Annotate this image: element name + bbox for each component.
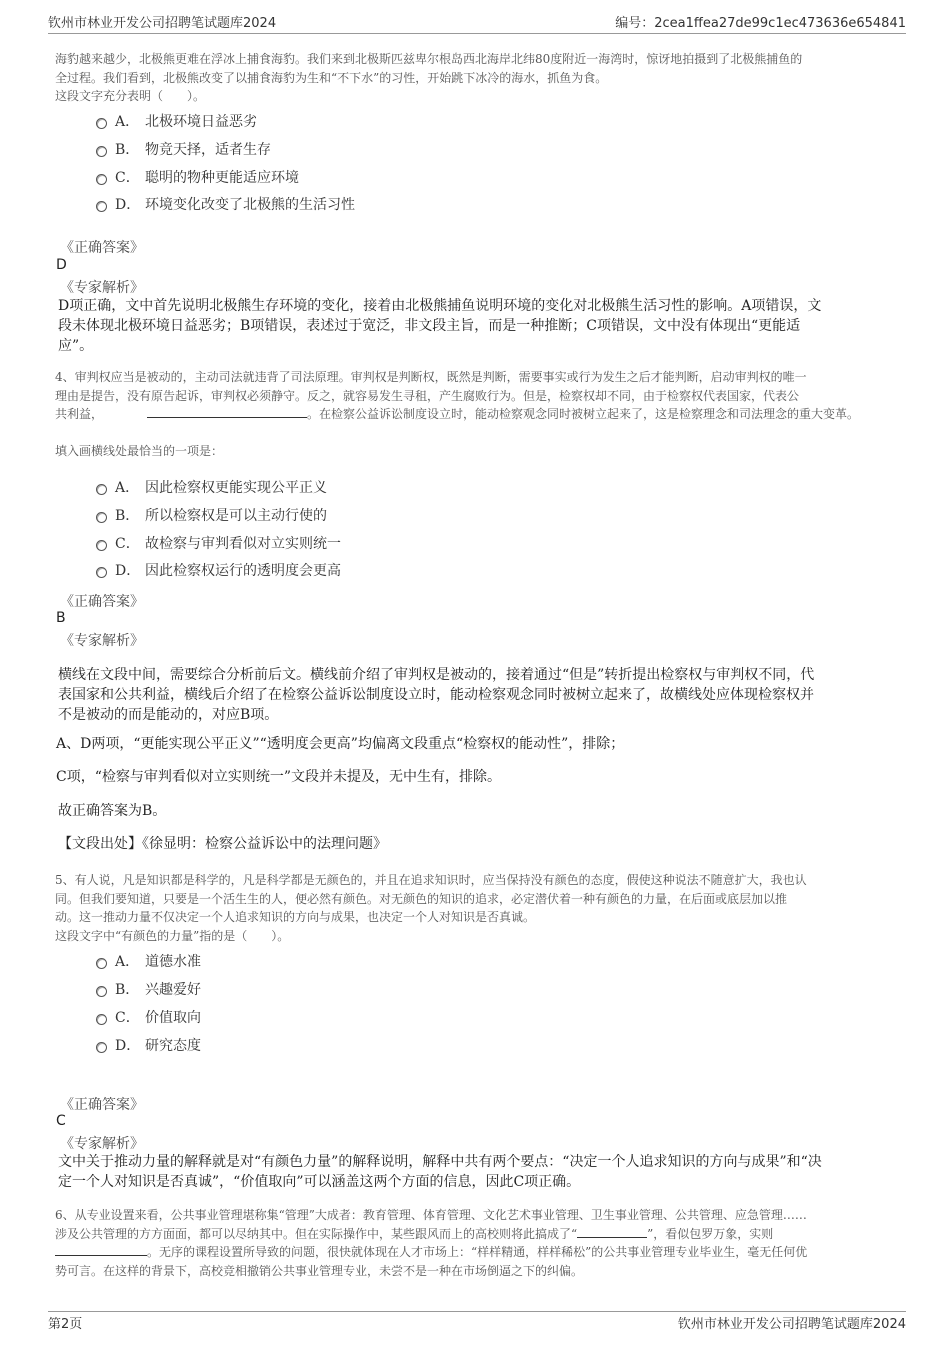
- header-serial: 编号：2cea1ffea27de99c1ec473636e654841: [615, 16, 906, 31]
- q4-option-d[interactable]: [96, 559, 341, 581]
- q4-source: 【文段出处】《徐显明：检察公益诉讼中的法理问题》: [58, 836, 387, 852]
- q4-fill-blank: [147, 417, 307, 418]
- q5-passage-line: 动。这一推动力量不仅决定一个人追求知识的方向与成果，也决定一个人对知识是否真诚。: [55, 910, 536, 924]
- option-letter: C．: [115, 536, 140, 552]
- option-letter: A．: [115, 954, 140, 970]
- q4-passage-text: 共利益，: [55, 407, 104, 421]
- option-letter: B．: [115, 142, 140, 158]
- q4-stem: 填入画横线处最恰当的一项是：: [55, 444, 224, 458]
- analysis-line: 应”。: [58, 338, 94, 354]
- q3-passage: [55, 50, 895, 106]
- q5-analysis-label: 《专家解析》: [60, 1136, 144, 1152]
- q4-answer: B: [56, 610, 66, 626]
- option-letter: B．: [115, 508, 140, 524]
- q4-passage: [55, 368, 895, 424]
- q5-passage-line: 同。但我们要知道，只要是一个活生生的人，便必然有颜色。对无颜色的知识的追求，必定潜伏着一种有颜色的力量，在后面或底层加以推: [55, 891, 788, 906]
- q5-option-b[interactable]: [96, 978, 201, 1000]
- analysis-line: 段未体现北极环境日益恶劣；B项错误，表述过于宽泛，非文段主旨，而是一种推断；C项错误，文中没有体现出“更能适: [58, 318, 801, 334]
- q3-analysis: [58, 296, 888, 356]
- q3-passage-line: 全过程。我们看到，北极熊改变了以捕食海豹为生和“不下水”的习性，开始跳下冰冷的海水，抓鱼为食。: [55, 70, 608, 85]
- q3-passage-line: 海豹越来越少，北极熊更难在浮冰上捕食海豹。我们来到北极斯匹兹卑尔根岛西北海岸北纬80度附近一海湾时，惊讶地拍摄到了北极熊捕鱼的: [55, 52, 803, 66]
- radio-icon[interactable]: [96, 201, 107, 212]
- q6-passage-text: 。无序的课程设置所导致的问题，很快就体现在人才市场上：“样样精通，样样稀松”的公共事业管理专业毕业生，毫无任何优: [147, 1245, 808, 1259]
- page-header: [0, 12, 950, 32]
- q4-passage-text: 。在检察公益诉讼制度设立时，能动检察观念同时被树立起来了，这是检察理念和司法理念的重大变革。: [307, 407, 860, 421]
- q6-fill-blank-2: [55, 1255, 147, 1256]
- q3-option-a[interactable]: [96, 110, 257, 132]
- q5-option-a[interactable]: [96, 950, 201, 972]
- option-text: 因此检察权更能实现公平正义: [145, 480, 327, 496]
- option-letter: D．: [115, 1038, 141, 1054]
- page-number: 第2页: [48, 1317, 83, 1332]
- q4-analysis-c: C项，“检察与审判看似对立实则统一”文段并未提及，无中生有，排除。: [56, 769, 502, 785]
- q6-fill-blank-1: [577, 1237, 647, 1238]
- q5-answer-label: 《正确答案》: [60, 1097, 144, 1113]
- option-letter: A．: [115, 114, 140, 130]
- q3-analysis-label: 《专家解析》: [60, 280, 144, 296]
- radio-icon[interactable]: [96, 484, 107, 495]
- option-text: 物竞天择，适者生存: [145, 142, 271, 158]
- q4-analysis-label: 《专家解析》: [60, 633, 144, 649]
- radio-icon[interactable]: [96, 1042, 107, 1053]
- q5-passage-line: 5、有人说，凡是知识都是科学的，凡是科学都是无颜色的，并且在追求知识时，应当保持没有颜色的态度，假使这种说法不随意扩大，我也认: [55, 873, 807, 887]
- footer-title: 钦州市林业开发公司招聘笔试题库2024: [677, 1317, 906, 1332]
- q3-option-c[interactable]: [96, 166, 299, 188]
- q6-passage-text: ”，看似包罗万象，实则: [647, 1226, 774, 1241]
- q5-stem: 这段文字中“有颜色的力量”指的是（ ）。: [55, 928, 290, 943]
- q6-passage: [55, 1206, 895, 1280]
- q3-option-b[interactable]: [96, 138, 271, 160]
- option-text: 因此检察权运行的透明度会更高: [145, 563, 341, 579]
- q4-passage-line: 4、审判权应当是被动的，主动司法就违背了司法原理。审判权是判断权，既然是判断，需要事实或行为发生之后才能判断，启动审判权的唯一: [55, 370, 807, 384]
- radio-icon[interactable]: [96, 1014, 107, 1025]
- radio-icon[interactable]: [96, 986, 107, 997]
- q5-answer: C: [56, 1113, 66, 1129]
- q5-analysis: [58, 1152, 888, 1192]
- option-letter: D．: [115, 563, 141, 579]
- q3-stem: 这段文字充分表明（ ）。: [55, 89, 206, 103]
- q4-option-b[interactable]: [96, 504, 327, 526]
- option-text: 兴趣爱好: [145, 982, 201, 998]
- q4-analysis-ad: A、D两项，“更能实现公平正义”“透明度会更高”均偏离文段重点“检察权的能动性”，排除；: [56, 736, 625, 752]
- header-title: 钦州市林业开发公司招聘笔试题库2024: [48, 16, 277, 31]
- option-text: 聪明的物种更能适应环境: [145, 170, 299, 186]
- q3-answer: D: [56, 257, 67, 273]
- header-divider: [48, 33, 906, 34]
- analysis-line: 定一个人对知识是否真诚”，“价值取向”可以涵盖这两个方面的信息，因此C项正确。: [58, 1174, 581, 1190]
- q4-option-a[interactable]: [96, 476, 327, 498]
- q5-option-c[interactable]: [96, 1006, 201, 1028]
- option-letter: C．: [115, 1010, 140, 1026]
- q6-passage-text: 涉及公共管理的方方面面，都可以尽纳其中。但在实际操作中，某些跟风而上的高校则将此搞成了“: [55, 1226, 578, 1241]
- option-letter: A．: [115, 480, 140, 496]
- q5-option-d[interactable]: [96, 1034, 201, 1056]
- radio-icon[interactable]: [96, 540, 107, 551]
- footer-divider: [48, 1311, 906, 1312]
- analysis-line: 文中关于推动力量的解释就是对“有颜色力量”的解释说明，解释中共有两个要点：“决定一个人追求知识的方向与成果”和“决: [58, 1154, 822, 1170]
- q6-passage-line: 6、从专业设置来看，公共事业管理堪称集“管理”大成者：教育管理、体育管理、文化艺术事业管理、卫生事业管理、公共管理、应急管理……: [55, 1208, 807, 1222]
- option-text: 道德水准: [145, 954, 201, 970]
- option-letter: C．: [115, 170, 140, 186]
- q3-option-d[interactable]: [96, 193, 355, 215]
- radio-icon[interactable]: [96, 958, 107, 969]
- radio-icon[interactable]: [96, 567, 107, 578]
- q4-conclusion: 故正确答案为B。: [58, 803, 167, 819]
- option-text: 价值取向: [145, 1010, 201, 1026]
- radio-icon[interactable]: [96, 512, 107, 523]
- q5-passage: [55, 871, 895, 945]
- q3-answer-label: 《正确答案》: [60, 240, 144, 256]
- q4-option-c[interactable]: [96, 532, 341, 554]
- radio-icon[interactable]: [96, 174, 107, 185]
- option-text: 所以检察权是可以主动行使的: [145, 508, 327, 524]
- option-text: 研究态度: [145, 1038, 201, 1054]
- q4-analysis: [58, 665, 888, 725]
- analysis-line: 不是被动的而是能动的，对应B项。: [58, 707, 279, 723]
- option-text: 故检察与审判看似对立实则统一: [145, 536, 341, 552]
- analysis-line: 表国家和公共利益，横线后介绍了在检察公益诉讼制度设立时，能动检察观念同时被树立起来了，故横线处应体现检察权并: [58, 687, 814, 703]
- option-letter: D．: [115, 197, 141, 213]
- analysis-line: D项正确，文中首先说明北极熊生存环境的变化，接着由北极熊捕鱼说明环境的变化对北极熊生活习性的影响。A项错误，文: [58, 298, 822, 314]
- option-letter: B．: [115, 982, 140, 998]
- q4-answer-label: 《正确答案》: [60, 594, 144, 610]
- q4-passage-line: 理由是提告，没有原告起诉，审判权必须静守。反之，就容易发生寻租，产生腐败行为。但是，检察权却不同，由于检察权代表国家，代表公: [55, 388, 800, 403]
- option-text: 环境变化改变了北极熊的生活习性: [145, 197, 355, 213]
- radio-icon[interactable]: [96, 118, 107, 129]
- q6-passage-line: 势可言。在这样的背景下，高校竞相撤销公共事业管理专业，未尝不是一种在市场倒逼之下的纠偏。: [55, 1263, 584, 1278]
- analysis-line: 横线在文段中间，需要综合分析前后文。横线前介绍了审判权是被动的，接着通过“但是”转折提出检察权与审判权不同，代: [58, 667, 815, 683]
- option-text: 北极环境日益恶劣: [145, 114, 257, 130]
- radio-icon[interactable]: [96, 146, 107, 157]
